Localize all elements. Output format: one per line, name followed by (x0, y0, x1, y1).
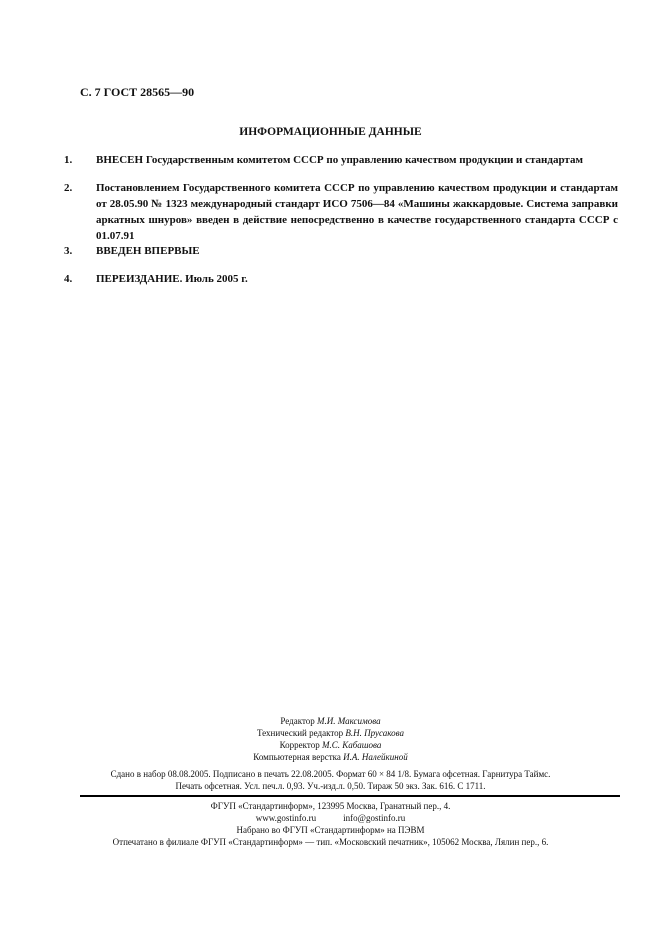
credit-name: И.А. Налейкиной (343, 752, 408, 762)
credit-line (0, 739, 661, 751)
credits (0, 715, 661, 763)
info-item-4 (64, 271, 618, 287)
credit-line (0, 751, 661, 763)
publisher-line: Набрано во ФГУП «Стандартинформ» на ПЭВМ (236, 825, 425, 835)
imprint-line: Печать офсетная. Усл. печ.л. 0,93. Уч.-изд.л. 0,50. Тираж 50 экз. Зак. 616. С 1711. (175, 781, 486, 791)
credit-line (0, 727, 661, 739)
item-number: 2. (64, 182, 73, 194)
section-title: ИНФОРМАЦИОННЫЕ ДАННЫЕ (239, 126, 422, 138)
imprint (0, 768, 661, 792)
credit-role: Корректор (279, 740, 320, 750)
publisher-line: ФГУП «Стандартинформ», 123995 Москва, Гранатный пер., 4. (210, 801, 451, 811)
credit-line (0, 715, 661, 727)
publisher-info (0, 800, 661, 848)
page-header: С. 7 ГОСТ 28565—90 (80, 85, 195, 99)
credit-name: В.Н. Прусакова (345, 728, 405, 738)
credit-name: М.И. Максимова (317, 716, 381, 726)
credit-role: Компьютерная верстка (253, 752, 341, 762)
item-text: ВВЕДЕН ВПЕРВЫЕ (96, 245, 200, 257)
credit-name: М.С. Кабашова (321, 740, 382, 750)
info-item-2 (64, 180, 618, 244)
item-number: 3. (64, 245, 73, 257)
info-item-1 (64, 152, 618, 168)
publisher-line: Отпечатано в филиале ФГУП «Стандартинформ» — тип. «Московский печатник», 105062 Москва, Лялин пер., 6. (112, 837, 549, 847)
item-number: 4. (64, 273, 73, 285)
item-text: ВНЕСЕН Государственным комитетом СССР по управлению качеством продукции и стандартам (96, 154, 583, 166)
credit-role: Редактор (280, 716, 315, 726)
item-text: Постановлением Государственного комитета СССР по управлению качеством продукции и стандартам от 28.05.90 № 1323 международный стандарт ИСО 7506—84 «Машины жаккардовые. Система заправки аркатных шнуров» введен в действие непосредственно в качестве государственного стандарта СССР с 01.07.91 (96, 182, 618, 242)
divider (80, 795, 620, 797)
imprint-line: Сдано в набор 08.08.2005. Подписано в печать 22.08.2005. Формат 60 × 84 1/8. Бумага офсетная. Гарнитура Таймс. (110, 769, 551, 779)
info-item-3 (64, 243, 618, 259)
publisher-contacts: www.gostinfo.ru info@gostinfo.ru (255, 813, 406, 823)
item-number: 1. (64, 154, 73, 166)
item-text: ПЕРЕИЗДАНИЕ. Июль 2005 г. (96, 273, 248, 285)
credit-role: Технический редактор (256, 728, 344, 738)
